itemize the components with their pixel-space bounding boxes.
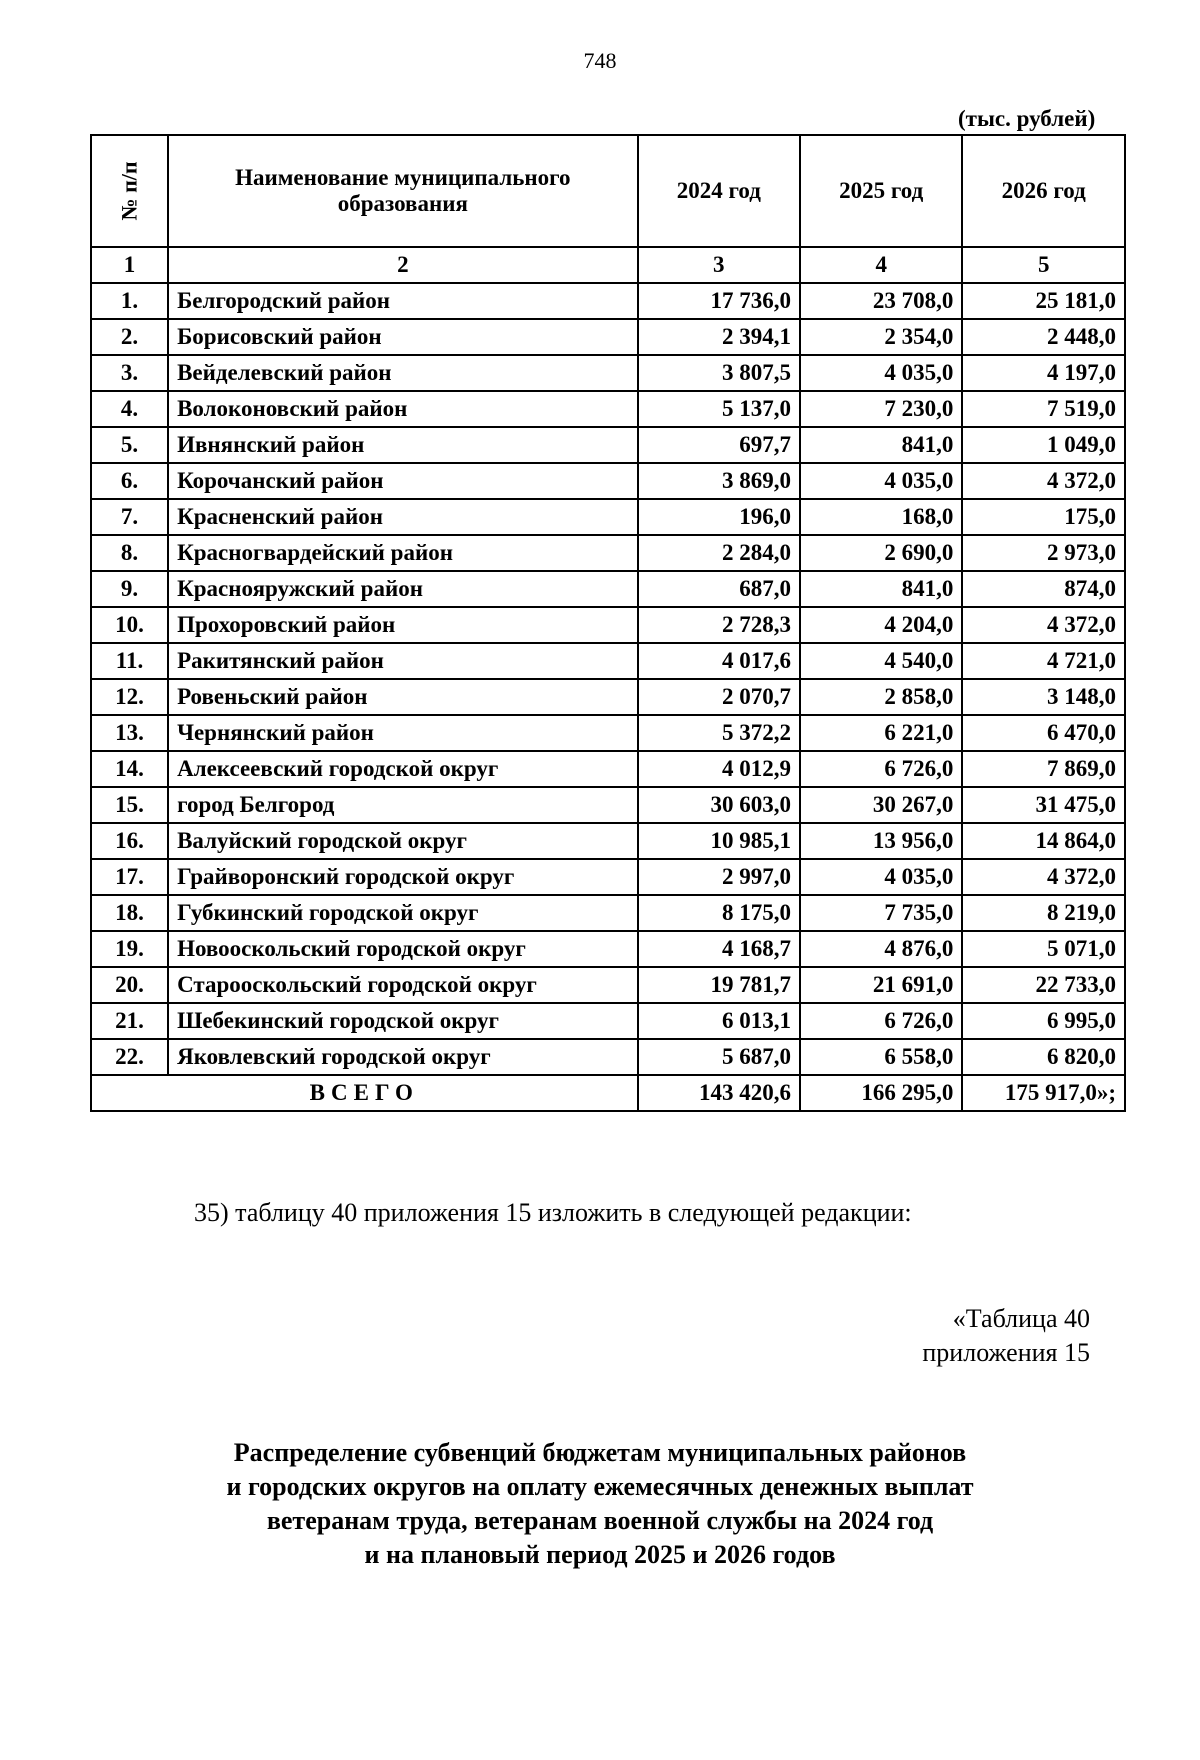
value-2025: 4 876,0 bbox=[800, 931, 962, 967]
table-row bbox=[91, 427, 1125, 463]
table-row bbox=[91, 967, 1125, 1003]
value-2024: 196,0 bbox=[638, 499, 800, 535]
municipality-name: Белгородский район bbox=[168, 283, 638, 319]
row-number: 8. bbox=[91, 535, 168, 571]
value-2026: 6 995,0 bbox=[962, 1003, 1125, 1039]
table-reference bbox=[880, 1302, 1090, 1370]
value-2024: 3 807,5 bbox=[638, 355, 800, 391]
total-label: ВСЕГО bbox=[91, 1075, 638, 1111]
table-row bbox=[91, 1039, 1125, 1075]
table-header-row bbox=[91, 135, 1125, 247]
value-2025: 13 956,0 bbox=[800, 823, 962, 859]
row-number: 10. bbox=[91, 607, 168, 643]
header-2026: 2026 год bbox=[962, 135, 1125, 247]
municipality-name: Чернянский район bbox=[168, 715, 638, 751]
value-2024: 17 736,0 bbox=[638, 283, 800, 319]
value-2026: 3 148,0 bbox=[962, 679, 1125, 715]
value-2025: 168,0 bbox=[800, 499, 962, 535]
municipality-name: Грайворонский городской округ bbox=[168, 859, 638, 895]
instruction-text: 35) таблицу 40 приложения 15 изложить в следующей редакции: bbox=[194, 1198, 912, 1227]
value-2025: 2 690,0 bbox=[800, 535, 962, 571]
municipality-name: Вейделевский район bbox=[168, 355, 638, 391]
value-2024: 30 603,0 bbox=[638, 787, 800, 823]
table-row bbox=[91, 607, 1125, 643]
value-2026: 25 181,0 bbox=[962, 283, 1125, 319]
table-row bbox=[91, 859, 1125, 895]
value-2026: 2 973,0 bbox=[962, 535, 1125, 571]
value-2026: 4 372,0 bbox=[962, 607, 1125, 643]
table-row bbox=[91, 715, 1125, 751]
row-number: 1. bbox=[91, 283, 168, 319]
municipality-name: Ивнянский район bbox=[168, 427, 638, 463]
table-row bbox=[91, 355, 1125, 391]
table-row bbox=[91, 931, 1125, 967]
value-2026: 5 071,0 bbox=[962, 931, 1125, 967]
total-2026: 175 917,0»; bbox=[962, 1075, 1125, 1111]
municipality-name: Старооскольский городской округ bbox=[168, 967, 638, 1003]
header-2025: 2025 год bbox=[800, 135, 962, 247]
table-row bbox=[91, 571, 1125, 607]
value-2026: 4 721,0 bbox=[962, 643, 1125, 679]
value-2026: 31 475,0 bbox=[962, 787, 1125, 823]
value-2024: 4 012,9 bbox=[638, 751, 800, 787]
row-number: 5. bbox=[91, 427, 168, 463]
value-2025: 2 858,0 bbox=[800, 679, 962, 715]
value-2026: 7 519,0 bbox=[962, 391, 1125, 427]
municipality-name: Краснояружский район bbox=[168, 571, 638, 607]
municipality-name: Ровеньский район bbox=[168, 679, 638, 715]
row-number: 14. bbox=[91, 751, 168, 787]
value-2024: 2 070,7 bbox=[638, 679, 800, 715]
value-2025: 4 035,0 bbox=[800, 463, 962, 499]
table-row bbox=[91, 499, 1125, 535]
value-2026: 6 820,0 bbox=[962, 1039, 1125, 1075]
value-2026: 874,0 bbox=[962, 571, 1125, 607]
value-2024: 10 985,1 bbox=[638, 823, 800, 859]
municipality-name: Ракитянский район bbox=[168, 643, 638, 679]
row-number: 9. bbox=[91, 571, 168, 607]
value-2025: 23 708,0 bbox=[800, 283, 962, 319]
municipality-name: Новооскольский городской округ bbox=[168, 931, 638, 967]
municipality-name: Прохоровский район bbox=[168, 607, 638, 643]
value-2026: 6 470,0 bbox=[962, 715, 1125, 751]
table-row bbox=[91, 283, 1125, 319]
table-row bbox=[91, 823, 1125, 859]
value-2024: 4 168,7 bbox=[638, 931, 800, 967]
value-2026: 4 372,0 bbox=[962, 463, 1125, 499]
row-number: 6. bbox=[91, 463, 168, 499]
row-number: 16. bbox=[91, 823, 168, 859]
value-2024: 2 394,1 bbox=[638, 319, 800, 355]
table-row bbox=[91, 895, 1125, 931]
municipality-name: Валуйский городской округ bbox=[168, 823, 638, 859]
table-row bbox=[91, 787, 1125, 823]
table-row bbox=[91, 643, 1125, 679]
total-2024: 143 420,6 bbox=[638, 1075, 800, 1111]
value-2024: 5 137,0 bbox=[638, 391, 800, 427]
value-2024: 3 869,0 bbox=[638, 463, 800, 499]
row-number: 22. bbox=[91, 1039, 168, 1075]
municipality-name: Шебекинский городской округ bbox=[168, 1003, 638, 1039]
row-number: 7. bbox=[91, 499, 168, 535]
value-2024: 2 997,0 bbox=[638, 859, 800, 895]
value-2025: 841,0 bbox=[800, 571, 962, 607]
value-2026: 7 869,0 bbox=[962, 751, 1125, 787]
units-label: (тыс. рублей) bbox=[958, 106, 1096, 131]
title-line: ветеранам труда, ветеранам военной службы на 2024 год bbox=[266, 1506, 934, 1535]
municipality-name: Яковлевский городской округ bbox=[168, 1039, 638, 1075]
title-line: Распределение субвенций бюджетам муниципальных районов bbox=[233, 1438, 967, 1467]
value-2024: 6 013,1 bbox=[638, 1003, 800, 1039]
value-2026: 14 864,0 bbox=[962, 823, 1125, 859]
value-2024: 5 372,2 bbox=[638, 715, 800, 751]
municipality-name: Борисовский район bbox=[168, 319, 638, 355]
table-body bbox=[91, 283, 1125, 1075]
row-number: 13. bbox=[91, 715, 168, 751]
title-line: и городских округов на оплату ежемесячных денежных выплат bbox=[226, 1472, 974, 1501]
total-2025: 166 295,0 bbox=[800, 1075, 962, 1111]
municipality-name: Красненский район bbox=[168, 499, 638, 535]
municipality-name: Алексеевский городской округ bbox=[168, 751, 638, 787]
column-numbers-row bbox=[91, 247, 1125, 283]
value-2024: 2 728,3 bbox=[638, 607, 800, 643]
col-number-5: 5 bbox=[962, 247, 1125, 283]
value-2024: 19 781,7 bbox=[638, 967, 800, 1003]
value-2025: 2 354,0 bbox=[800, 319, 962, 355]
value-2026: 4 372,0 bbox=[962, 859, 1125, 895]
table-reference-line: приложения 15 bbox=[922, 1338, 1090, 1367]
value-2025: 6 726,0 bbox=[800, 1003, 962, 1039]
table-row bbox=[91, 391, 1125, 427]
row-number: 20. bbox=[91, 967, 168, 1003]
row-number: 17. bbox=[91, 859, 168, 895]
municipality-name: Красногвардейский район bbox=[168, 535, 638, 571]
header-2024: 2024 год bbox=[638, 135, 800, 247]
col-number-3: 3 bbox=[638, 247, 800, 283]
col-number-4: 4 bbox=[800, 247, 962, 283]
row-number: 3. bbox=[91, 355, 168, 391]
title-line: и на плановый период 2025 и 2026 годов bbox=[364, 1540, 836, 1569]
row-number: 18. bbox=[91, 895, 168, 931]
value-2026: 2 448,0 bbox=[962, 319, 1125, 355]
value-2026: 4 197,0 bbox=[962, 355, 1125, 391]
table-row bbox=[91, 535, 1125, 571]
total-row bbox=[91, 1075, 1125, 1111]
value-2026: 8 219,0 bbox=[962, 895, 1125, 931]
municipality-name: Корочанский район bbox=[168, 463, 638, 499]
document-title bbox=[100, 1436, 1100, 1572]
value-2024: 5 687,0 bbox=[638, 1039, 800, 1075]
value-2025: 7 230,0 bbox=[800, 391, 962, 427]
value-2026: 175,0 bbox=[962, 499, 1125, 535]
row-number: 4. bbox=[91, 391, 168, 427]
value-2025: 4 035,0 bbox=[800, 859, 962, 895]
table-row bbox=[91, 1003, 1125, 1039]
header-num bbox=[91, 135, 168, 247]
row-number: 12. bbox=[91, 679, 168, 715]
value-2025: 4 204,0 bbox=[800, 607, 962, 643]
municipality-name: город Белгород bbox=[168, 787, 638, 823]
value-2026: 22 733,0 bbox=[962, 967, 1125, 1003]
value-2025: 6 558,0 bbox=[800, 1039, 962, 1075]
value-2024: 4 017,6 bbox=[638, 643, 800, 679]
value-2024: 697,7 bbox=[638, 427, 800, 463]
value-2025: 841,0 bbox=[800, 427, 962, 463]
value-2025: 6 726,0 bbox=[800, 751, 962, 787]
value-2024: 687,0 bbox=[638, 571, 800, 607]
col-number-2: 2 bbox=[168, 247, 638, 283]
value-2024: 2 284,0 bbox=[638, 535, 800, 571]
value-2025: 30 267,0 bbox=[800, 787, 962, 823]
value-2025: 7 735,0 bbox=[800, 895, 962, 931]
header-name: Наименование муниципального образования bbox=[168, 135, 638, 247]
municipality-name: Губкинский городской округ bbox=[168, 895, 638, 931]
table-row bbox=[91, 319, 1125, 355]
row-number: 11. bbox=[91, 643, 168, 679]
header-num-label: № п/п bbox=[116, 161, 142, 221]
value-2025: 4 035,0 bbox=[800, 355, 962, 391]
value-2025: 6 221,0 bbox=[800, 715, 962, 751]
row-number: 19. bbox=[91, 931, 168, 967]
col-number-1: 1 bbox=[91, 247, 168, 283]
row-number: 2. bbox=[91, 319, 168, 355]
table-row bbox=[91, 679, 1125, 715]
row-number: 15. bbox=[91, 787, 168, 823]
value-2025: 21 691,0 bbox=[800, 967, 962, 1003]
row-number: 21. bbox=[91, 1003, 168, 1039]
value-2026: 1 049,0 bbox=[962, 427, 1125, 463]
municipality-name: Волоконовский район bbox=[168, 391, 638, 427]
value-2025: 4 540,0 bbox=[800, 643, 962, 679]
table-reference-line: «Таблица 40 bbox=[952, 1304, 1090, 1333]
table-row bbox=[91, 751, 1125, 787]
table-row bbox=[91, 463, 1125, 499]
page-number: 748 bbox=[583, 48, 617, 73]
value-2024: 8 175,0 bbox=[638, 895, 800, 931]
subvention-table bbox=[90, 134, 1126, 1112]
